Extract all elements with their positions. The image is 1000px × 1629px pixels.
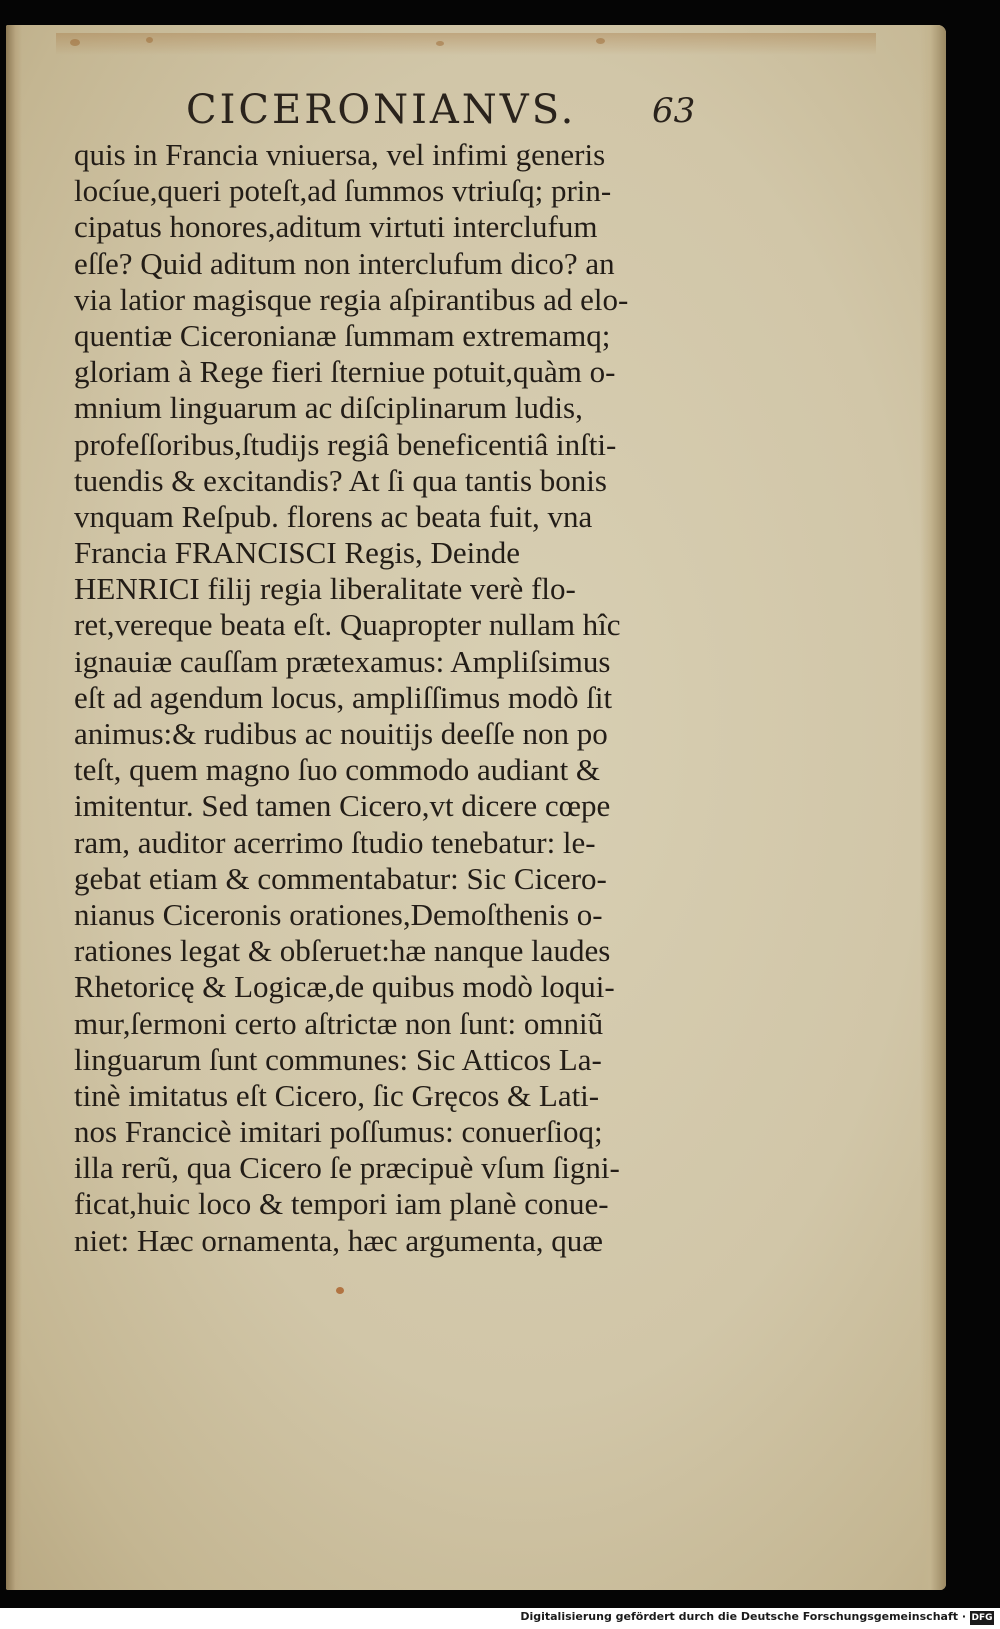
text-line: Francia FRANCISCI Regis, Deinde bbox=[74, 535, 521, 571]
text-line: locíue,queri poteſt,ad ſummos vtriuſq; prin- bbox=[74, 173, 612, 209]
text-line: via latior magisque regia aſpirantibus ad elo- bbox=[74, 281, 629, 317]
text-line: quentiæ Ciceronianæ ſummam extremamq; bbox=[74, 317, 611, 353]
text-line: linguarum ſunt communes: Sic Atticos La- bbox=[74, 1041, 602, 1077]
text-line: animus:& rudibus ac nouitijs deeſſe non po bbox=[74, 716, 608, 751]
dfg-logo: DFG bbox=[971, 1613, 993, 1623]
text-line: ignauiæ cauſſam prætexamus: Ampliſsimus bbox=[74, 643, 611, 679]
text-line: rationes legat & obſeruet:hæ nanque laudes bbox=[74, 933, 611, 969]
funding-credit: Digitalisierung gefördert durch die Deutsche Forschungsgemeinschaft · bbox=[520, 1610, 966, 1623]
text-line: tinè imitatus eſt Cicero, ſic Gręcos & Lati- bbox=[74, 1077, 600, 1113]
text-line: vnquam Reſpub. florens ac beata fuit, vna bbox=[74, 498, 593, 534]
text-line: mnium linguarum ac diſciplinarum ludis, bbox=[74, 390, 583, 426]
text-line: quis in Francia vniuersa, vel infimi generis bbox=[74, 137, 606, 172]
text-line: nianus Ciceronis orationes,Demoſthenis o- bbox=[74, 896, 603, 932]
text-line: illa rerũ, qua Cicero ſe præcipuè vſum ſigni- bbox=[74, 1150, 620, 1186]
digitization-footer bbox=[0, 1608, 1000, 1629]
top-stain bbox=[56, 33, 876, 55]
text-line: Rhetoricę & Logicæ,de quibus modò loqui- bbox=[74, 969, 615, 1005]
text-line: teſt, quem magno ſuo commodo audiant & bbox=[74, 752, 601, 788]
text-line: gloriam à Rege fieri ſterniue potuit,quàm o- bbox=[74, 354, 616, 390]
text-line: HENRICI filij regia liberalitate verè flo- bbox=[74, 571, 576, 607]
book-page bbox=[6, 25, 946, 1590]
text-line: gebat etiam & commentabatur: Sic Cicero- bbox=[74, 860, 607, 896]
text-line: ram, auditor acerrimo ſtudio tenebatur: le- bbox=[74, 824, 596, 860]
text-line: ficat,huic loco & tempori iam planè conue- bbox=[74, 1186, 609, 1222]
foxing-spot bbox=[596, 38, 605, 44]
text-line: imitentur. Sed tamen Cicero,vt dicere cœpe bbox=[74, 788, 611, 824]
text-line: mur,ſermoni certo aſtrictæ non ſunt: omniũ bbox=[74, 1005, 604, 1041]
page-edge-right bbox=[920, 25, 946, 1590]
text-line: cipatus honores,aditum virtuti interclufum bbox=[74, 209, 598, 245]
body-text bbox=[74, 137, 714, 1259]
page-number: 63 bbox=[652, 91, 696, 131]
foxing-spot bbox=[436, 41, 444, 46]
text-line: tuendis & excitandis? At ſi qua tantis bonis bbox=[74, 462, 607, 498]
ink-spot bbox=[336, 1287, 344, 1294]
text-line: nos Francicè imitari poſſumus: conuerſioq; bbox=[74, 1114, 603, 1150]
text-line: eſſe? Quid aditum non interclufum dico? an bbox=[74, 245, 615, 281]
foxing-spot bbox=[70, 39, 80, 46]
page-edge-left bbox=[6, 25, 22, 1590]
text-line: eſt ad agendum locus, ampliſſimus modò ſit bbox=[74, 679, 613, 715]
text-line: niet: Hæc ornamenta, hæc argumenta, quæ bbox=[74, 1222, 603, 1258]
foxing-spot bbox=[146, 37, 153, 43]
text-line: ret,vereque beata eſt. Quapropter nullam hîc bbox=[74, 607, 621, 643]
running-head: CICERONIANVS. bbox=[186, 87, 577, 133]
text-line: profeſſoribus,ſtudijs regiâ beneficentiâ inſti- bbox=[74, 426, 617, 462]
